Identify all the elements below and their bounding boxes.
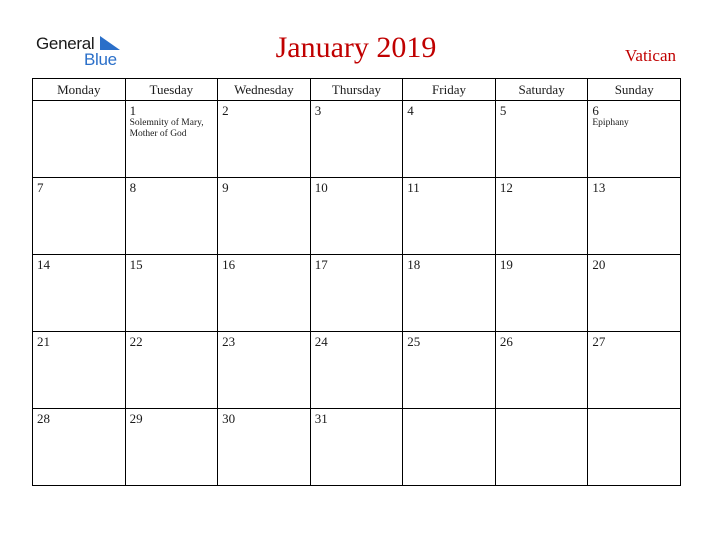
day-cell bbox=[310, 255, 403, 332]
weekday-header: Saturday bbox=[495, 79, 588, 101]
day-cell bbox=[125, 409, 218, 486]
day-number: 8 bbox=[129, 180, 137, 195]
day-number: 13 bbox=[592, 180, 606, 195]
week-row bbox=[33, 332, 681, 409]
day-cell bbox=[588, 101, 681, 178]
day-cell bbox=[495, 332, 588, 409]
day-number: 24 bbox=[314, 334, 328, 349]
day-cell bbox=[218, 332, 311, 409]
day-cell bbox=[495, 255, 588, 332]
day-number: 15 bbox=[129, 257, 143, 272]
logo-text-blue: Blue bbox=[84, 50, 117, 69]
day-number: 26 bbox=[499, 334, 513, 349]
day-cell bbox=[33, 332, 126, 409]
day-cell bbox=[403, 178, 496, 255]
day-number: 23 bbox=[222, 334, 236, 349]
day-number: 27 bbox=[592, 334, 606, 349]
day-number: 29 bbox=[129, 411, 143, 426]
weekday-header: Monday bbox=[33, 79, 126, 101]
day-number: 4 bbox=[407, 103, 414, 118]
day-cell bbox=[403, 255, 496, 332]
holiday-label: Solemnity of Mary, Mother of God bbox=[129, 118, 204, 139]
country-label: Vatican bbox=[625, 46, 676, 65]
week-row bbox=[33, 255, 681, 332]
day-number: 17 bbox=[314, 257, 328, 272]
day-number: 5 bbox=[499, 103, 507, 118]
day-number: 11 bbox=[407, 180, 420, 195]
day-cell bbox=[403, 101, 496, 178]
day-cell bbox=[403, 332, 496, 409]
day-cell bbox=[218, 255, 311, 332]
day-cell bbox=[310, 332, 403, 409]
day-number: 16 bbox=[222, 257, 236, 272]
day-cell bbox=[125, 178, 218, 255]
holiday-label: Epiphany bbox=[592, 118, 629, 128]
day-number: 20 bbox=[592, 257, 606, 272]
day-cell bbox=[588, 255, 681, 332]
logo-text-general: General bbox=[36, 34, 95, 53]
day-cell bbox=[495, 178, 588, 255]
day-number: 14 bbox=[37, 257, 50, 272]
weekday-header: Sunday bbox=[588, 79, 681, 101]
day-cell bbox=[33, 101, 126, 178]
day-cell bbox=[218, 178, 311, 255]
day-cell bbox=[310, 178, 403, 255]
day-cell bbox=[495, 101, 588, 178]
day-cell bbox=[310, 101, 403, 178]
day-number: 19 bbox=[499, 257, 513, 272]
day-cell bbox=[588, 178, 681, 255]
day-number: 9 bbox=[222, 180, 229, 195]
day-cell bbox=[125, 101, 218, 178]
day-number: 25 bbox=[407, 334, 421, 349]
day-number: 6 bbox=[592, 103, 599, 118]
weekday-header: Wednesday bbox=[218, 79, 311, 101]
day-cell bbox=[310, 409, 403, 486]
day-number: 31 bbox=[314, 411, 328, 426]
calendar-grid bbox=[32, 78, 681, 486]
day-number: 12 bbox=[499, 180, 513, 195]
day-number: 18 bbox=[407, 257, 421, 272]
day-number: 30 bbox=[222, 411, 236, 426]
day-number: 2 bbox=[222, 103, 229, 118]
weekday-header-row bbox=[33, 79, 681, 101]
day-cell bbox=[33, 409, 126, 486]
day-cell bbox=[33, 178, 126, 255]
day-cell bbox=[33, 255, 126, 332]
weekday-header: Thursday bbox=[310, 79, 403, 101]
week-row bbox=[33, 101, 681, 178]
day-cell bbox=[218, 101, 311, 178]
day-number: 22 bbox=[129, 334, 143, 349]
week-row bbox=[33, 409, 681, 486]
day-number: 28 bbox=[37, 411, 50, 426]
day-cell bbox=[495, 409, 588, 486]
weekday-header: Tuesday bbox=[125, 79, 218, 101]
day-number: 21 bbox=[37, 334, 50, 349]
weekday-header: Friday bbox=[403, 79, 496, 101]
calendar-title: January 2019 bbox=[275, 31, 437, 64]
day-cell bbox=[403, 409, 496, 486]
day-cell bbox=[218, 409, 311, 486]
day-number: 3 bbox=[314, 103, 322, 118]
day-cell bbox=[125, 332, 218, 409]
day-number: 7 bbox=[37, 180, 44, 195]
day-cell bbox=[125, 255, 218, 332]
day-number: 10 bbox=[314, 180, 328, 195]
day-number: 1 bbox=[129, 103, 137, 118]
day-cell bbox=[588, 332, 681, 409]
week-row bbox=[33, 178, 681, 255]
day-cell bbox=[588, 409, 681, 486]
